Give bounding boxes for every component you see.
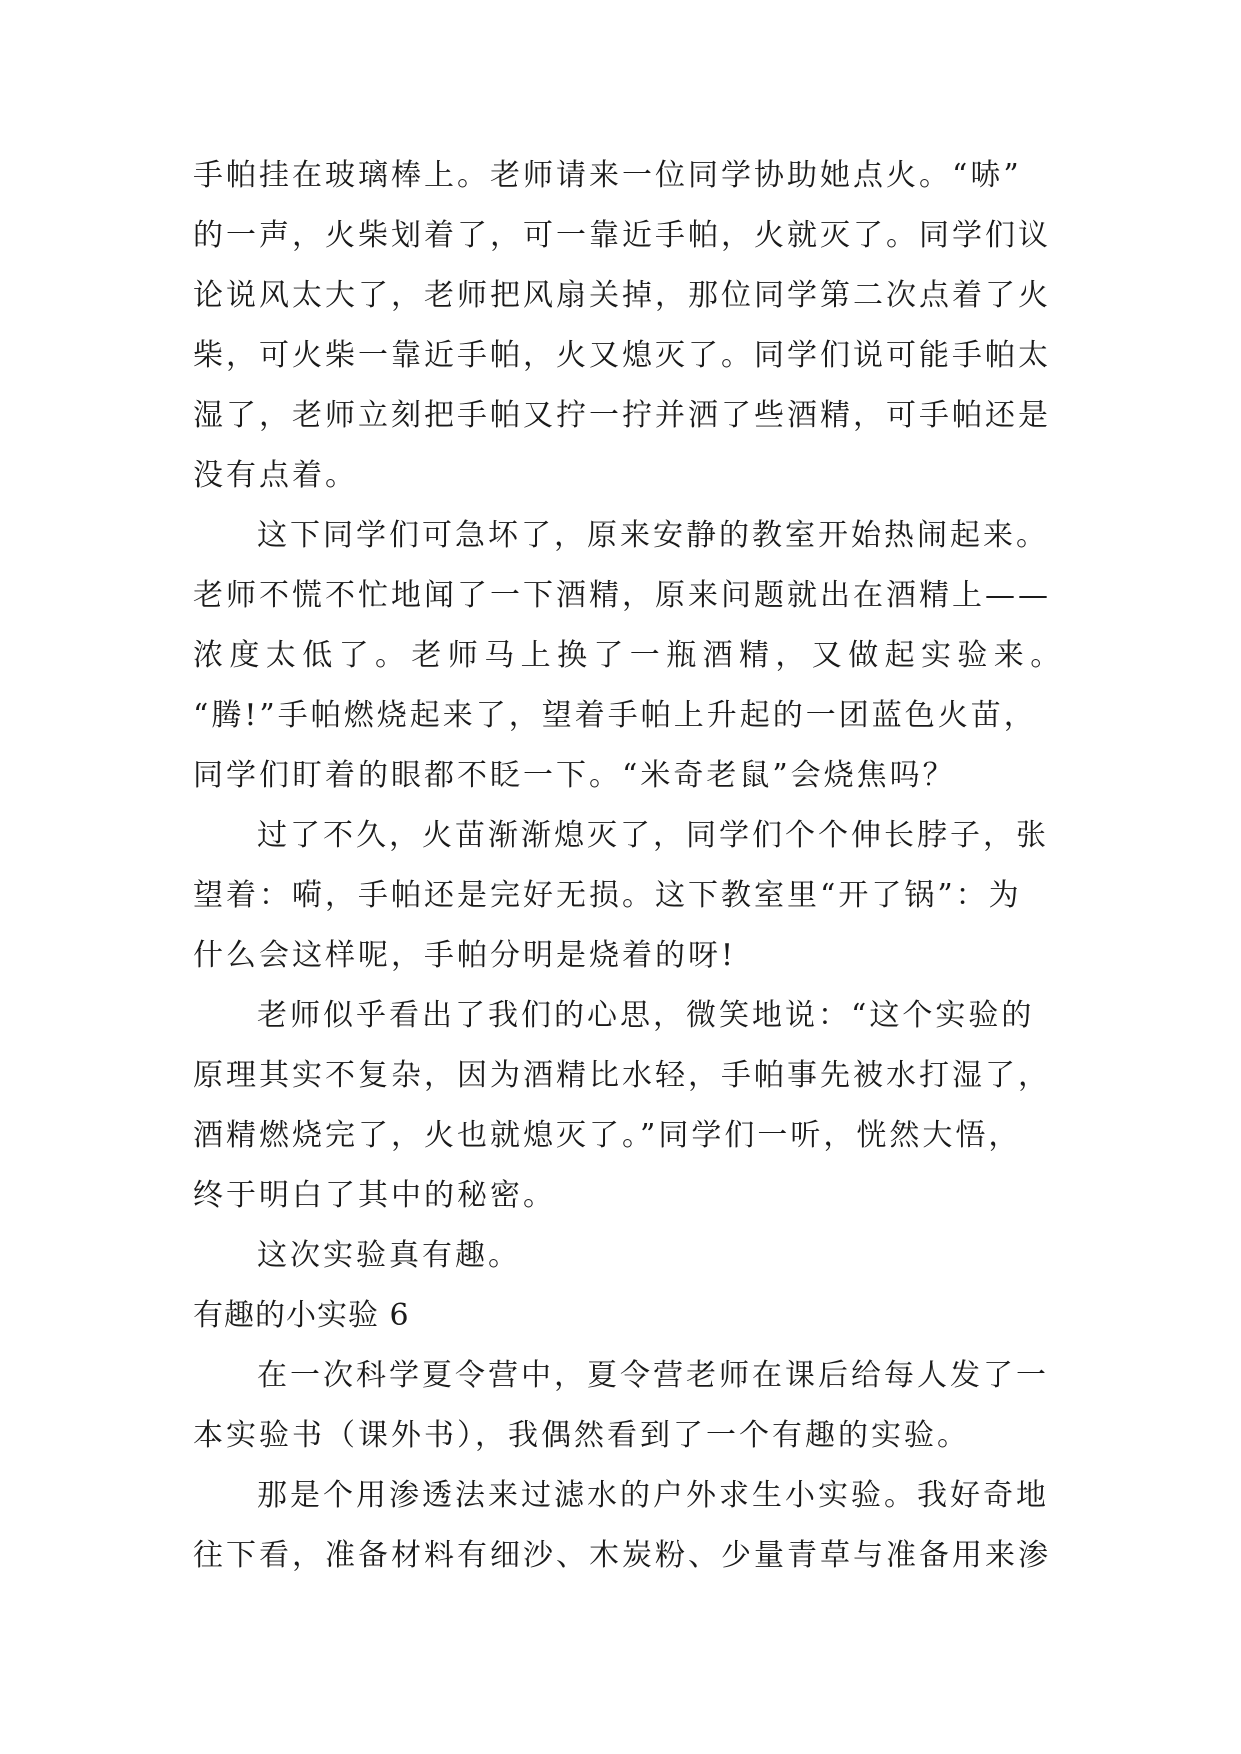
text-line: 同学们盯着的眼都不眨一下。“米奇老鼠”会烧焦吗？ xyxy=(193,758,956,793)
paragraph-first-line: 过了不久，火苗渐渐熄灭了，同学们个个伸长脖子，张 xyxy=(257,818,1049,853)
text-line: 老师不慌不忙地闻了一下酒精，原来问题就出在酒精上—— xyxy=(193,578,1051,613)
text-line: 本实验书（课外书），我偶然看到了一个有趣的实验。 xyxy=(193,1418,970,1453)
text-line: 望着：嗬，手帕还是完好无损。这下教室里“开了锅”：为 xyxy=(193,878,1022,913)
text-line: 湿了，老师立刻把手帕又拧一拧并洒了些酒精，可手帕还是 xyxy=(193,398,1051,433)
text-line: 柴，可火柴一靠近手帕，火又熄灭了。同学们说可能手帕太 xyxy=(193,338,1051,373)
text-line: 终于明白了其中的秘密。 xyxy=(193,1178,556,1213)
section-heading: 有趣的小实验 6 xyxy=(193,1298,410,1333)
paragraph-first-line: 老师似乎看出了我们的心思，微笑地说：“这个实验的 xyxy=(257,998,1035,1033)
text-line: 酒精燃烧完了，火也就熄灭了。”同学们一听，恍然大悟， xyxy=(193,1118,1022,1153)
text-line: 手帕挂在玻璃棒上。老师请来一位同学协助她点火。“哧” xyxy=(193,158,1022,193)
text-line: 浓度太低了。老师马上换了一瓶酒精，又做起实验来。 xyxy=(193,638,1067,673)
text-line: 原理其实不复杂，因为酒精比水轻，手帕事先被水打湿了， xyxy=(193,1058,1051,1093)
text-line: “腾!”手帕燃烧起来了，望着手帕上升起的一团蓝色火苗， xyxy=(193,698,1037,733)
text-line: 没有点着。 xyxy=(193,458,358,493)
document-body xyxy=(193,146,1067,1586)
text-line: 什么会这样呢，手帕分明是烧着的呀! xyxy=(193,938,737,973)
text-line: 论说风太大了，老师把风扇关掉，那位同学第二次点着了火 xyxy=(193,278,1051,313)
paragraph-first-line: 这下同学们可急坏了，原来安静的教室开始热闹起来。 xyxy=(257,518,1049,553)
paragraph-first-line: 在一次科学夏令营中，夏令营老师在课后给每人发了一 xyxy=(257,1358,1049,1393)
paragraph-first-line: 那是个用渗透法来过滤水的户外求生小实验。我好奇地 xyxy=(257,1478,1049,1513)
text-line: 往下看，准备材料有细沙、木炭粉、少量青草与准备用来渗 xyxy=(193,1538,1051,1573)
text-line: 的一声，火柴划着了，可一靠近手帕，火就灭了。同学们议 xyxy=(193,218,1051,253)
paragraph-first-line: 这次实验真有趣。 xyxy=(257,1238,521,1273)
